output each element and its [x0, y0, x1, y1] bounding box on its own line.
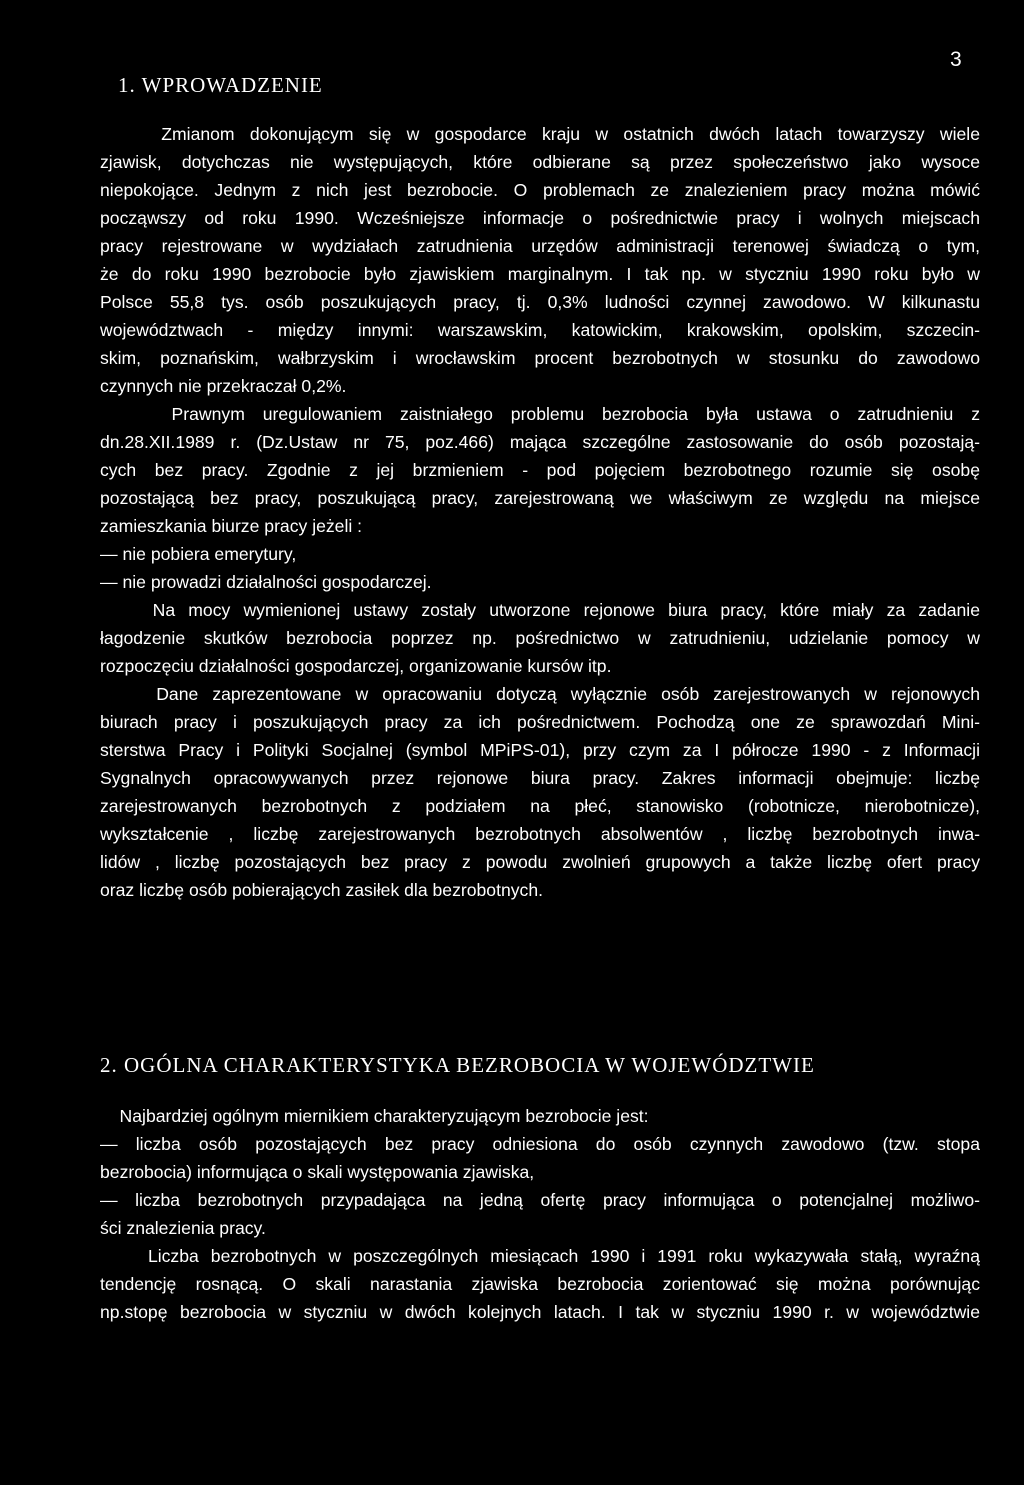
text-line: czynnych nie przekraczał 0,2%. — [100, 376, 347, 396]
text-line: Sygnalnych opracowywanych przez rejonowe biura pracy. Zakres informacji obejmuje: liczbę — [100, 768, 980, 788]
text-line: Najbardziej ogólnym miernikiem charakteryzującym bezrobocie jest: — [100, 1106, 649, 1126]
text-line: pozostającą bez pracy, poszukującą pracy, zarejestrowaną we właściwym ze względu na miejsce — [100, 488, 980, 508]
page-number: 3 — [950, 48, 963, 71]
section-body-characteristics — [100, 1102, 980, 1326]
text-line: dn.28.XII.1989 r. (Dz.Ustaw nr 75, poz.466) mająca szczególne zastosowanie do osób pozostają- — [100, 432, 980, 452]
text-line: skim, poznańskim, wałbrzyskim i wrocławskim procent bezrobotnych w stosunku do zawodowo — [100, 348, 980, 368]
text-line: tendencję rosnącą. O skali narastania zjawiska bezrobocia zorientować się można porównując — [100, 1274, 980, 1294]
text-line: lidów , liczbę pozostających bez pracy z powodu zwolnień grupowych a także liczbę ofert pracy — [100, 852, 980, 872]
section-heading-characteristics: 2. OGÓLNA CHARAKTERYSTYKA BEZROBOCIA W WOJEWÓDZTWIE — [100, 1053, 815, 1077]
section-heading-introduction: 1. WPROWADZENIE — [118, 73, 323, 97]
text-line: Prawnym uregulowaniem zaistniałego problemu bezrobocia była ustawa o zatrudnieniu z — [100, 404, 980, 424]
text-line: np.stopę bezrobocia w styczniu w dwóch kolejnych latach. I tak w styczniu 1990 r. w województwie — [100, 1302, 980, 1322]
text-line: zjawisk, dotychczas nie występujących, które odbierane są przez społeczeństwo jako wysoce — [100, 152, 980, 172]
text-line: biurach pracy i poszukujących pracy za ich pośrednictwem. Pochodzą one ze sprawozdań Mini- — [100, 712, 980, 732]
text-line: począwszy od roku 1990. Wcześniejsze informacje o pośrednictwie pracy i wolnych miejscach — [100, 208, 980, 228]
text-line: rozpoczęciu działalności gospodarczej, organizowanie kursów itp. — [100, 656, 612, 676]
text-line: cych bez pracy. Zgodnie z jej brzmieniem - pod pojęciem bezrobotnego rozumie się osobę — [100, 460, 980, 480]
text-line: że do roku 1990 bezrobocie było zjawiskiem marginalnym. I tak np. w styczniu 1990 roku było w — [100, 264, 980, 284]
text-line: — nie pobiera emerytury, — [100, 544, 297, 564]
text-line: sterstwa Pracy i Polityki Socjalnej (symbol MPiPS-01), przy czym za I półrocze 1990 - z Informacji — [100, 740, 980, 760]
text-line: Na mocy wymienionej ustawy zostały utworzone rejonowe biura pracy, które miały za zadanie — [100, 600, 980, 620]
text-line: zamieszkania biurze pracy jeżeli : — [100, 516, 363, 536]
text-line: Zmianom dokonującym się w gospodarce kraju w ostatnich dwóch latach towarzyszy wiele — [100, 124, 980, 144]
text-line: oraz liczbę osób pobierających zasiłek dla bezrobotnych. — [100, 880, 544, 900]
text-line: zarejestrowanych bezrobotnych z podziałem na płeć, stanowisko (robotnicze, nierobotnicze), — [100, 796, 980, 816]
text-line: niepokojące. Jednym z nich jest bezrobocie. O problemach ze znalezieniem pracy można mówić — [100, 180, 980, 200]
text-line: Liczba bezrobotnych w poszczególnych miesiącach 1990 i 1991 roku wykazywała stałą, wyraźną — [100, 1246, 980, 1266]
text-line: pracy rejestrowane w wydziałach zatrudnienia urzędów administracji terenowej świadczą o tym, — [100, 236, 980, 256]
text-line: ści znalezienia pracy. — [100, 1218, 266, 1238]
text-line: Dane zaprezentowane w opracowaniu dotyczą wyłącznie osób zarejestrowanych w rejonowych — [100, 684, 980, 704]
text-line: bezrobocia) informująca o skali występowania zjawiska, — [100, 1162, 535, 1182]
text-line: — liczba osób pozostających bez pracy odniesiona do osób czynnych zawodowo (tzw. stopa — [100, 1134, 980, 1154]
text-line: — liczba bezrobotnych przypadająca na jedną ofertę pracy informująca o potencjalnej możliwo- — [100, 1190, 980, 1210]
section-body-introduction — [100, 120, 980, 904]
text-line: Polsce 55,8 tys. osób poszukujących pracy, tj. 0,3% ludności czynnej zawodowo. W kilkunastu — [100, 292, 980, 312]
text-line: wykształcenie , liczbę zarejestrowanych bezrobotnych absolwentów , liczbę bezrobotnych inwa- — [100, 824, 980, 844]
text-line: województwach - między innymi: warszawskim, katowickim, krakowskim, opolskim, szczecin- — [100, 320, 980, 340]
text-line: — nie prowadzi działalności gospodarczej. — [100, 572, 432, 592]
text-line: łagodzenie skutków bezrobocia poprzez np. pośrednictwo w zatrudnieniu, udzielanie pomocy w — [100, 628, 980, 648]
